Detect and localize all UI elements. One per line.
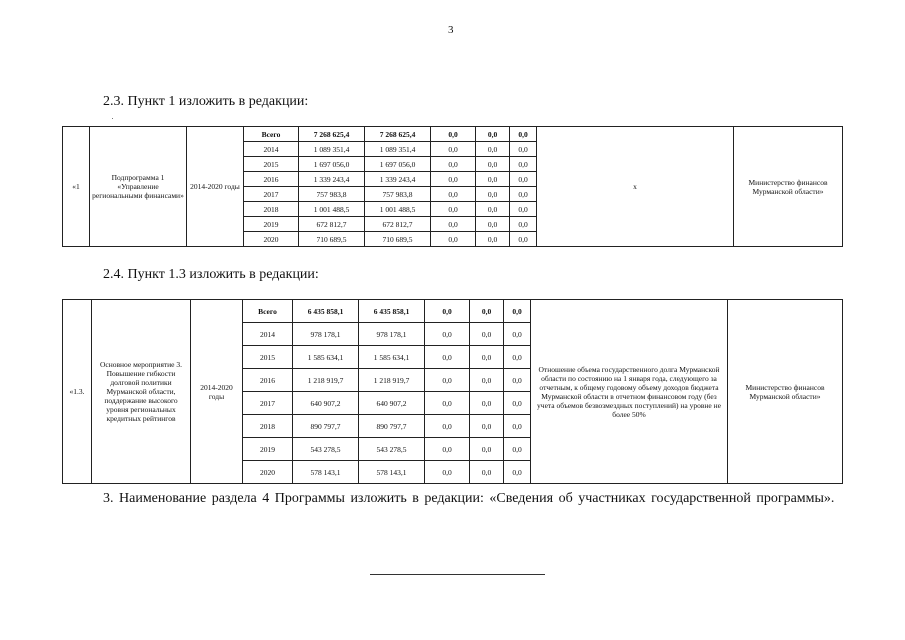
other-sources-cell: 0,0 [504,415,531,438]
federal-budget-cell: 0,0 [431,232,476,247]
table-row [63,300,843,323]
local-budget-cell: 0,0 [470,438,504,461]
federal-budget-cell: 0,0 [425,415,470,438]
total-amount-cell: 578 143,1 [293,461,359,484]
regional-budget-cell: 672 812,7 [365,217,431,232]
local-budget-cell: 0,0 [476,202,510,217]
regional-budget-cell: 7 268 625,4 [365,127,431,142]
local-budget-cell: 0,0 [476,172,510,187]
regional-budget-cell: 1 339 243,4 [365,172,431,187]
local-budget-cell: 0,0 [476,232,510,247]
end-rule [370,574,545,575]
year-cell: 2018 [243,415,293,438]
executor-cell: Министерство финансов Мурманской области» [728,300,843,484]
paragraph-3: 3. Наименование раздела 4 Программы изложить в редакции: «Сведения об участниках государственной программы». [103,491,835,506]
other-sources-cell: 0,0 [510,187,537,202]
year-cell: 2018 [244,202,299,217]
other-sources-cell: 0,0 [504,346,531,369]
regional-budget-cell: 578 143,1 [359,461,425,484]
local-budget-cell: 0,0 [476,157,510,172]
indicator-cell: х [537,127,734,247]
year-cell: 2014 [243,323,293,346]
federal-budget-cell: 0,0 [425,346,470,369]
section-2-4-heading: 2.4. Пункт 1.3 изложить в редакции: [103,267,319,282]
year-cell: 2017 [244,187,299,202]
year-cell: 2016 [243,369,293,392]
table-row [63,127,843,142]
federal-budget-cell: 0,0 [431,172,476,187]
year-cell: 2015 [243,346,293,369]
regional-budget-cell: 890 797,7 [359,415,425,438]
year-cell: 2020 [244,232,299,247]
regional-budget-cell: 1 089 351,4 [365,142,431,157]
federal-budget-cell: 0,0 [431,127,476,142]
total-amount-cell: 757 983,8 [299,187,365,202]
other-sources-cell: 0,0 [510,232,537,247]
other-sources-cell: 0,0 [504,369,531,392]
federal-budget-cell: 0,0 [425,461,470,484]
year-cell: 2017 [243,392,293,415]
local-budget-cell: 0,0 [470,300,504,323]
total-amount-cell: 6 435 858,1 [293,300,359,323]
federal-budget-cell: 0,0 [431,187,476,202]
federal-budget-cell: 0,0 [431,202,476,217]
total-amount-cell: 1 585 634,1 [293,346,359,369]
subprogram-1-table [62,126,843,247]
year-cell: 2014 [244,142,299,157]
executor-cell: Министерство финансов Мурманской области» [734,127,843,247]
year-cell: 2019 [244,217,299,232]
other-sources-cell: 0,0 [510,172,537,187]
measure-1-3-table [62,299,843,484]
indicator-cell: Отношение объема государственного долга Мурманской области по состоянию на 1 января года, следующего за отчетным, к общему годовому объему доходов бюджета Мурманской области в отчетном финансовом году (без учета объемов безвозмездных поступлений) на уровне не более 50% [531,300,728,484]
program-name-cell: Подпрограмма 1 «Управление региональными финансами» [90,127,187,247]
regional-budget-cell: 543 278,5 [359,438,425,461]
federal-budget-cell: 0,0 [425,438,470,461]
local-budget-cell: 0,0 [470,392,504,415]
federal-budget-cell: 0,0 [425,323,470,346]
total-amount-cell: 543 278,5 [293,438,359,461]
year-cell: 2020 [243,461,293,484]
year-cell: 2019 [243,438,293,461]
other-sources-cell: 0,0 [510,142,537,157]
total-amount-cell: 710 689,5 [299,232,365,247]
row-number-cell: «1.3. [63,300,92,484]
total-amount-cell: 7 268 625,4 [299,127,365,142]
local-budget-cell: 0,0 [476,217,510,232]
regional-budget-cell: 757 983,8 [365,187,431,202]
total-amount-cell: 890 797,7 [293,415,359,438]
regional-budget-cell: 978 178,1 [359,323,425,346]
local-budget-cell: 0,0 [470,346,504,369]
federal-budget-cell: 0,0 [431,142,476,157]
total-amount-cell: 1 339 243,4 [299,172,365,187]
regional-budget-cell: 6 435 858,1 [359,300,425,323]
total-amount-cell: 1 218 919,7 [293,369,359,392]
regional-budget-cell: 640 907,2 [359,392,425,415]
federal-budget-cell: 0,0 [425,369,470,392]
other-sources-cell: 0,0 [510,202,537,217]
other-sources-cell: 0,0 [504,392,531,415]
local-budget-cell: 0,0 [470,369,504,392]
total-amount-cell: 978 178,1 [293,323,359,346]
page-number: 3 [448,24,454,36]
local-budget-cell: 0,0 [476,127,510,142]
total-amount-cell: 1 089 351,4 [299,142,365,157]
other-sources-cell: 0,0 [504,300,531,323]
total-amount-cell: 640 907,2 [293,392,359,415]
regional-budget-cell: 710 689,5 [365,232,431,247]
federal-budget-cell: 0,0 [431,157,476,172]
local-budget-cell: 0,0 [470,461,504,484]
other-sources-cell: 0,0 [504,461,531,484]
local-budget-cell: 0,0 [470,415,504,438]
row-number-cell: «1 [63,127,90,247]
regional-budget-cell: 1 218 919,7 [359,369,425,392]
year-cell: 2015 [244,157,299,172]
other-sources-cell: 0,0 [510,157,537,172]
regional-budget-cell: 1 585 634,1 [359,346,425,369]
local-budget-cell: 0,0 [470,323,504,346]
federal-budget-cell: 0,0 [425,392,470,415]
total-amount-cell: 1 001 488,5 [299,202,365,217]
total-amount-cell: 672 812,7 [299,217,365,232]
other-sources-cell: 0,0 [510,217,537,232]
local-budget-cell: 0,0 [476,187,510,202]
period-cell: 2014-2020 годы [191,300,243,484]
section-2-3-heading: 2.3. Пункт 1 изложить в редакции: [103,94,309,109]
other-sources-cell: 0,0 [504,438,531,461]
year-cell: Всего [243,300,293,323]
federal-budget-cell: 0,0 [425,300,470,323]
regional-budget-cell: 1 697 056,0 [365,157,431,172]
federal-budget-cell: 0,0 [431,217,476,232]
total-amount-cell: 1 697 056,0 [299,157,365,172]
scan-speck [112,118,113,119]
local-budget-cell: 0,0 [476,142,510,157]
program-name-cell: Основное мероприятие 3. Повышение гибкости долговой политики Мурманской области, поддержание высокого уровня региональных кредитных рейтингов [92,300,191,484]
year-cell: Всего [244,127,299,142]
year-cell: 2016 [244,172,299,187]
regional-budget-cell: 1 001 488,5 [365,202,431,217]
period-cell: 2014-2020 годы [187,127,244,247]
other-sources-cell: 0,0 [504,323,531,346]
other-sources-cell: 0,0 [510,127,537,142]
